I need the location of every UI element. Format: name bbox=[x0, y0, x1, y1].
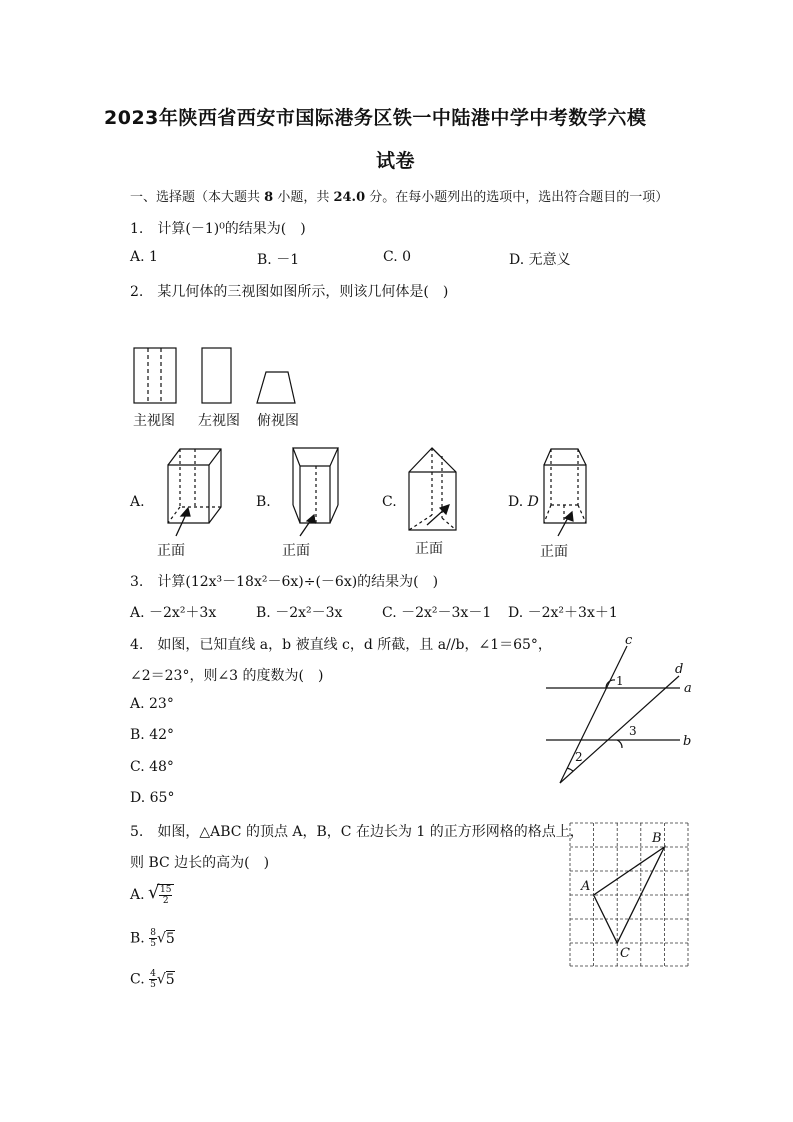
question-1-option-a[interactable]: A. 1 bbox=[130, 249, 158, 265]
square-grid bbox=[570, 823, 688, 966]
question-2-option-a[interactable]: A. bbox=[130, 494, 145, 510]
angle-3-label: 3 bbox=[629, 724, 637, 738]
angle-2-label: 2 bbox=[575, 750, 583, 764]
label-b: b bbox=[683, 734, 692, 749]
question-3-option-d[interactable]: D. －2x²＋3x＋1 bbox=[508, 605, 618, 621]
question-5-option-b[interactable]: B. $\frac{8}{5}$ √5 bbox=[130, 928, 175, 949]
question-1-option-c[interactable]: C. 0 bbox=[383, 249, 412, 265]
question-5-option-c[interactable]: C. $\frac{4}{5}$ √5 bbox=[130, 969, 175, 990]
label-c: c bbox=[625, 633, 633, 648]
view-left-label: 左视图 bbox=[198, 413, 240, 429]
question-4-option-a[interactable]: A. 23° bbox=[130, 696, 174, 712]
vertex-a-label: A bbox=[581, 879, 591, 894]
question-3-option-c[interactable]: C. －2x²－3x－1 bbox=[382, 605, 492, 621]
question-3-option-a[interactable]: A. －2x²＋3x bbox=[130, 605, 217, 621]
question-5-stem-line2: 则 BC 边长的高为( ) bbox=[130, 855, 270, 871]
front-label-b: 正面 bbox=[282, 543, 310, 559]
front-label-a: 正面 bbox=[157, 543, 185, 559]
question-2-option-c[interactable]: C. bbox=[382, 494, 397, 510]
triangle-abc bbox=[594, 847, 665, 943]
question-5-stem-line1: 5. 如图，△ABC 的顶点 A，B，C 在边长为 1 的正方形网格的格点上， bbox=[130, 824, 584, 840]
front-label-d: 正面 bbox=[540, 544, 568, 560]
question-2-option-b[interactable]: B. bbox=[256, 494, 271, 510]
view-front-label: 主视图 bbox=[133, 413, 175, 429]
question-4-stem-line2: ∠2＝23°，则∠3 的度数为( ) bbox=[130, 668, 324, 684]
label-a: a bbox=[684, 681, 692, 696]
label-d: d bbox=[675, 662, 684, 677]
vertex-b-label: B bbox=[652, 831, 662, 846]
question-1-stem: 1. 计算(－1)⁰的结果为( ) bbox=[130, 221, 306, 237]
question-4-option-b[interactable]: B. 42° bbox=[130, 727, 175, 743]
view-top-label: 俯视图 bbox=[257, 413, 299, 429]
section-header: 一、选择题（本大题共 8 小题，共 24.0 分。在每小题列出的选项中，选出符合题目的一项） bbox=[130, 190, 669, 205]
question-1-option-d[interactable]: D. 无意义 bbox=[509, 252, 571, 268]
question-4-option-d[interactable]: D. 65° bbox=[130, 790, 175, 806]
question-2-stem: 2. 某几何体的三视图如图所示，则该几何体是( ) bbox=[130, 284, 449, 300]
page-title: 2023年陕西省西安市国际港务区铁一中陆港中学中考数学六模 bbox=[104, 107, 647, 129]
front-label-c: 正面 bbox=[415, 541, 443, 557]
question-1-option-b[interactable]: B. －1 bbox=[257, 252, 300, 268]
vertex-c-label: C bbox=[620, 946, 630, 961]
question-3-option-b[interactable]: B. －2x²－3x bbox=[256, 605, 343, 621]
question-4-stem-line1: 4. 如图，已知直线 a，b 被直线 c，d 所截，且 a//b，∠1＝65°， bbox=[130, 637, 552, 653]
question-4-option-c[interactable]: C. 48° bbox=[130, 759, 174, 775]
angle-1-label: 1 bbox=[616, 674, 624, 688]
question-3-stem: 3. 计算(12x³－18x²－6x)÷(－6x)的结果为( ) bbox=[130, 574, 439, 590]
question-2-option-d[interactable]: D. D bbox=[508, 494, 539, 510]
page-title-line2: 试卷 bbox=[376, 150, 416, 172]
question-5-option-a[interactable]: A. √ $\frac{15}{2}$ bbox=[130, 884, 174, 906]
